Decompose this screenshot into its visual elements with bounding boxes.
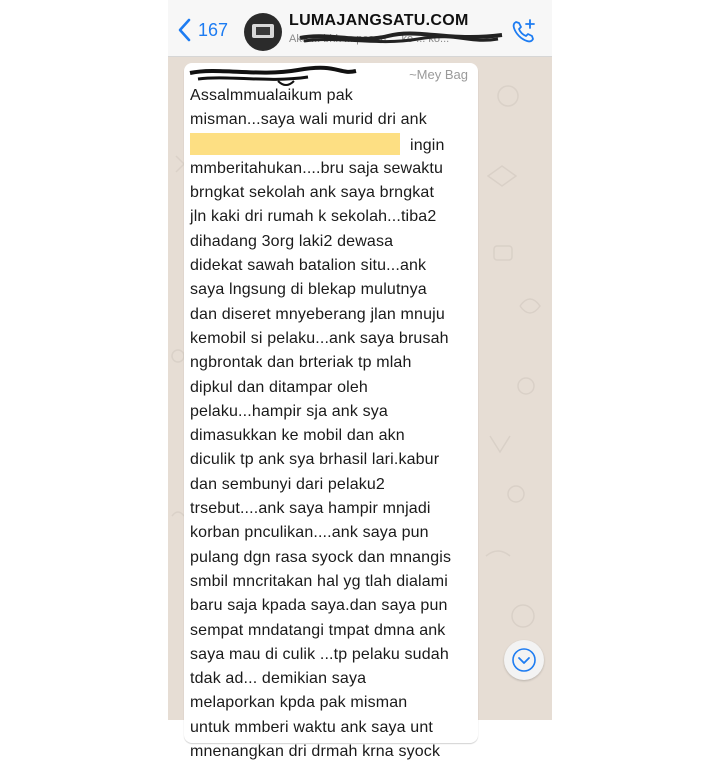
redaction-scribble bbox=[298, 30, 504, 46]
message-line: mmberitahukan....bru saja sewaktu bbox=[190, 159, 444, 177]
back-button[interactable] bbox=[174, 16, 228, 44]
message-line: dihadang 3org laki2 dewasa bbox=[190, 232, 394, 250]
message-text bbox=[190, 84, 480, 764]
add-call-icon[interactable] bbox=[508, 16, 538, 46]
chat-screen bbox=[168, 0, 552, 761]
message-line: dimasukkan ke mobil dan akn bbox=[190, 427, 405, 445]
message-line: pelaku...hampir sja ank sya bbox=[190, 402, 388, 420]
message-line: dan diseret mnyeberang jlan mnuju bbox=[190, 305, 445, 323]
message-line: untuk mmberi waktu ank saya unt bbox=[190, 718, 433, 736]
chevron-left-icon bbox=[174, 16, 196, 44]
message-line: jln kaki dri rumah k sekolah...tiba2 bbox=[190, 208, 437, 226]
scroll-down-button[interactable] bbox=[504, 640, 544, 680]
message-line: tdak ad... demikian saya bbox=[190, 670, 367, 688]
message-line: pulang dgn rasa syock dan mnangis bbox=[190, 548, 452, 566]
message-line: diculik tp ank sya brhasil lari.kabur bbox=[190, 451, 440, 469]
message-line: smbil mncritakan hal yg tlah dialami bbox=[190, 572, 448, 590]
message-line: trsebut....ank saya hampir mnjadi bbox=[190, 500, 431, 518]
sender-name: ~Mey Bag bbox=[409, 67, 468, 82]
message-line: mnenangkan dri drmah krna syock bbox=[190, 743, 441, 761]
unread-count: 167 bbox=[198, 19, 229, 40]
group-avatar[interactable] bbox=[244, 13, 282, 51]
chat-header bbox=[168, 0, 552, 57]
chat-title[interactable]: LUMAJANGSATU.COM bbox=[289, 12, 469, 29]
message-line: brngkat sekolah ank saya brngkat bbox=[190, 184, 435, 202]
message-line: misman...saya wali murid dri ank bbox=[190, 111, 427, 129]
message-line: kemobil si pelaku...ank saya brusah bbox=[190, 329, 449, 347]
message-line: melaporkan kpda pak misman bbox=[190, 694, 408, 712]
message-line: saya mau di culik ...tp pelaku sudah bbox=[190, 645, 449, 663]
message-line: saya lngsung di blekap mulutnya bbox=[190, 281, 427, 299]
highlight-redaction bbox=[190, 133, 400, 155]
message-bubble[interactable] bbox=[184, 63, 478, 761]
chat-subtitle: Aku ... bhk ... pesan ... ke ... ko... bbox=[289, 33, 450, 45]
chevron-down-icon bbox=[511, 647, 537, 673]
message-line: dipkul dan ditampar oleh bbox=[190, 378, 368, 396]
message-line: ingin bbox=[190, 133, 480, 157]
message-line: sempat mndatangi tmpat dmna ank bbox=[190, 621, 446, 639]
message-line: ngbrontak dan brteriak tp mlah bbox=[190, 354, 412, 372]
message-line: korban pnculikan....ank saya pun bbox=[190, 524, 429, 542]
message-line: dan sembunyi dari pelaku2 bbox=[190, 475, 385, 493]
message-line: baru saja kpada saya.dan saya pun bbox=[190, 597, 448, 615]
message-line: didekat sawah batalion situ...ank bbox=[190, 257, 427, 275]
message-line: Assalmmualaikum pak bbox=[190, 87, 353, 104]
